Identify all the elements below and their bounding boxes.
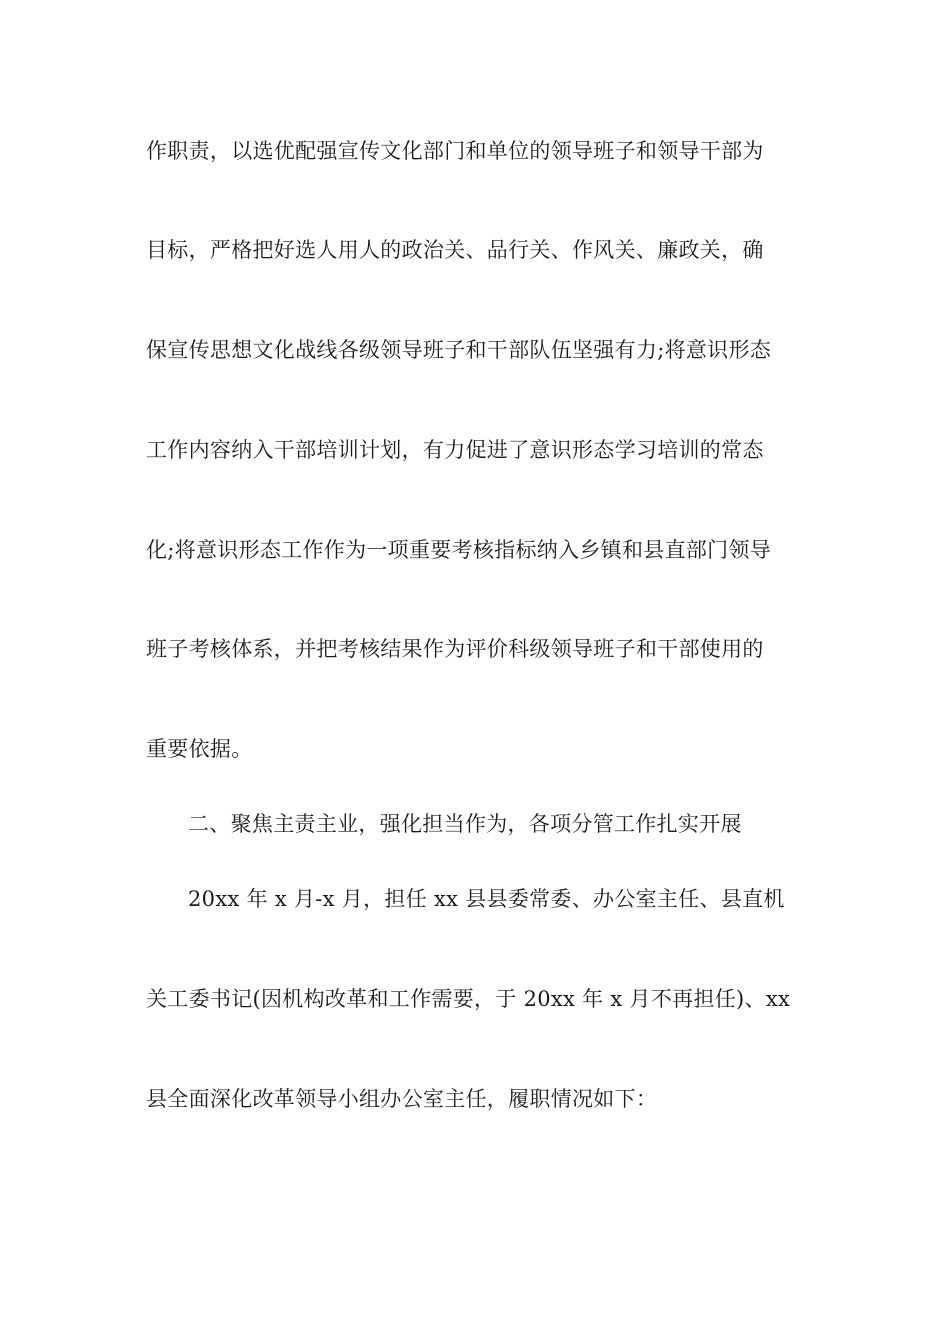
paragraph-line: 关工委书记(因机构改革和工作需要，于 20xx 年 x 月不再担任)、xx	[146, 987, 791, 1011]
paragraph-line: 保宣传思想文化战线各级领导班子和干部队伍坚强有力;将意识形态	[146, 338, 772, 362]
paragraph-line: 县全面深化改革领导小组办公室主任，履职情况如下：	[146, 1087, 658, 1111]
paragraph-line: 班子考核体系，并把考核结果作为评价科级领导班子和干部使用的	[146, 637, 764, 661]
paragraph-line: 重要依据。	[146, 737, 253, 761]
paragraph-line: 目标，严格把好选人用人的政治关、品行关、作风关、廉政关，确	[146, 238, 764, 262]
paragraph-line: 作职责，以选优配强宣传文化部门和单位的领导班子和领导干部为	[146, 139, 764, 163]
paragraph-line: 20xx 年 x 月-x 月，担任 xx 县县委常委、办公室主任、县直机	[188, 887, 785, 911]
section-heading: 二、聚焦主责主业，强化担当作为，各项分管工作扎实开展	[188, 812, 742, 836]
paragraph-line: 工作内容纳入干部培训计划，有力促进了意识形态学习培训的常态	[146, 438, 764, 462]
paragraph-line: 化;将意识形态工作作为一项重要考核指标纳入乡镇和县直部门领导	[146, 538, 772, 562]
